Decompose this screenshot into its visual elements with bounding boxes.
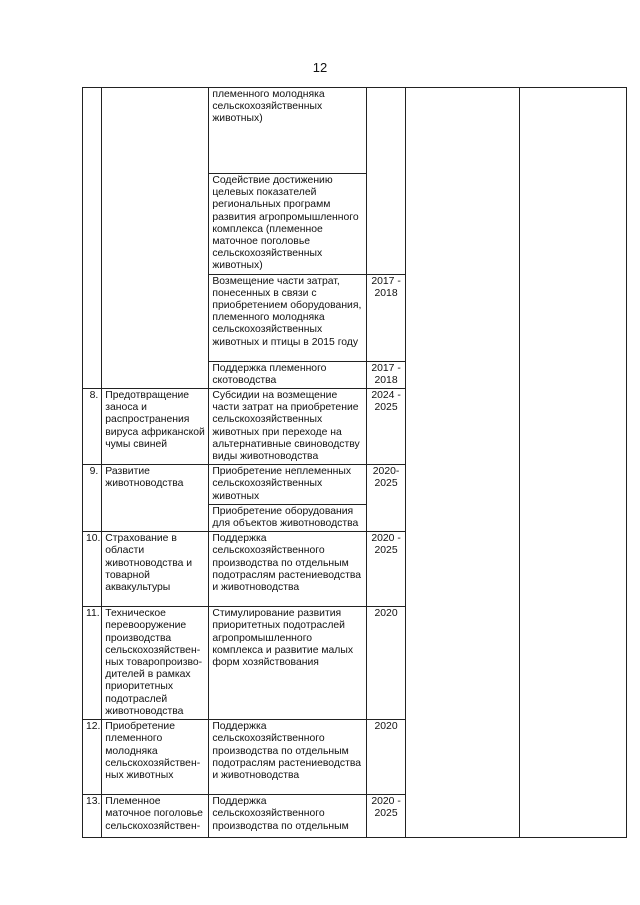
measure-cell: Поддержка сельскохозяйственного производства по отдельным подотраслям растениеводства и животноводства [209,720,366,795]
measure-cell: Возмещение части затрат, понесенных в связи с приобретением оборудования, племенного молодняка сельскохозяйственных животных и птицы в 2015 году [209,274,366,361]
page-number: 12 [312,60,328,75]
measure-cell: Поддержка сельскохозяйственного производства по отдельным [209,795,366,838]
year-cell: 2017 - 2018 [366,274,406,361]
measure-cell: Содействие достижению целевых показателей региональных программ развития агропромышленного комплекса (племенное маточное поголовье сельскохозяйственных животных) [209,174,366,275]
year-cell: 2020 - 2025 [366,795,406,838]
empty-column-e [406,88,520,838]
year-cell: 2020 [366,720,406,795]
row-number: 12. [83,720,102,795]
year-cell: 2020- 2025 [366,465,406,532]
measure-cell: Приобретение оборудования для объектов животноводства [209,504,366,531]
row-name: Техническое перевооружение производства сельскохозяйствен-ных товаропроизво-дителей в рамках приоритетных подотраслей животноводства [102,607,209,720]
measure-cell: Поддержка племенного скотоводства [209,361,366,388]
row-name: Развитие животноводства [102,465,209,532]
year-cell: 2020 - 2025 [366,532,406,607]
row-number: 10. [83,532,102,607]
row-name: Племенное маточное поголовье сельскохозяйствен- [102,795,209,838]
year-cell [366,88,406,275]
program-table [82,87,627,838]
measure-cell: Субсидии на возмещение части затрат на приобретение сельскохозяйственных животных при переходе на альтернативные свиноводству виды животноводства [209,389,366,465]
measure-cell: племенного молодняка сельскохозяйственных животных) [209,88,366,174]
year-cell: 2017 - 2018 [366,361,406,388]
year-cell: 2024 - 2025 [366,389,406,465]
row-name: Страхование в области животноводства и товарной аквакультуры [102,532,209,607]
table-row [83,88,627,174]
measure-cell: Стимулирование развития приоритетных подотраслей агропромышленного комплекса и развитие малых форм хозяйствования [209,607,366,720]
row-number: 8. [83,389,102,465]
row-number [83,88,102,389]
empty-column-f [519,88,626,838]
row-number: 13. [83,795,102,838]
row-number: 9. [83,465,102,532]
year-cell: 2020 [366,607,406,720]
measure-cell: Приобретение неплеменных сельскохозяйственных животных [209,465,366,505]
measure-cell: Поддержка сельскохозяйственного производства по отдельным подотраслям растениеводства и животноводства [209,532,366,607]
row-name: Приобретение племенного молодняка сельскохозяйствен-ных животных [102,720,209,795]
row-number: 11. [83,607,102,720]
row-name [102,88,209,389]
row-name: Предотвращение заноса и распространения вируса африканской чумы свиней [102,389,209,465]
